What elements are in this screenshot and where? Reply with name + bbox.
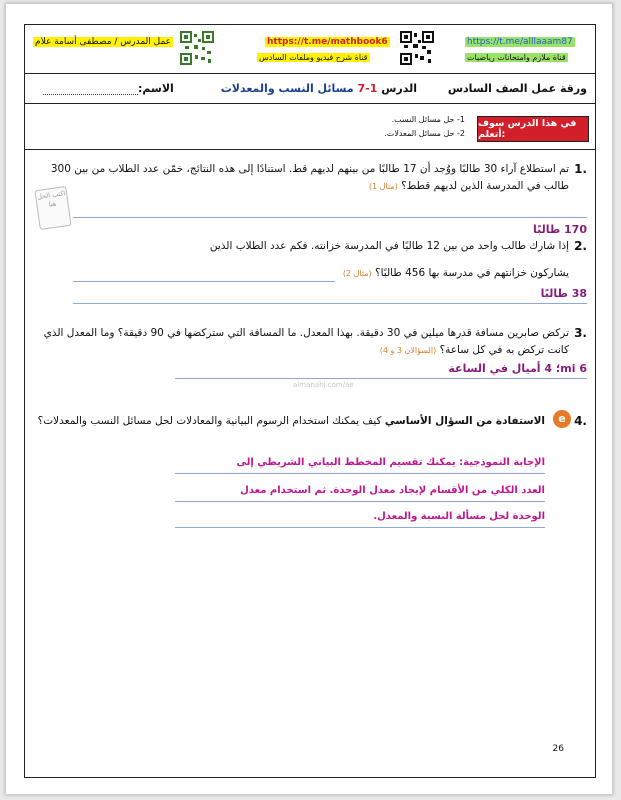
sheet-title: ورقة عمل الصف السادس bbox=[447, 82, 587, 95]
objective-item: 2- حل مسائل المعدلات. bbox=[384, 129, 465, 138]
telegram-link-right[interactable] bbox=[465, 37, 575, 47]
question-text bbox=[33, 413, 587, 430]
answer-line bbox=[73, 217, 587, 218]
link-right-text: https://t.me/alllaaam87 bbox=[467, 37, 573, 47]
qr-code-icon bbox=[180, 31, 214, 65]
telegram-link-center[interactable] bbox=[265, 37, 390, 47]
link-center-text: https://t.me/mathbook6 bbox=[267, 37, 388, 47]
question-text-line1: إذا شارك طالب واحد من بين 12 طالبًا في المدرسة خزانته. فكم عدد الطلاب الذين bbox=[209, 240, 569, 252]
answer-line bbox=[175, 501, 545, 502]
answer-line bbox=[73, 281, 335, 282]
caption-center bbox=[257, 53, 370, 62]
question-text-line2 bbox=[33, 265, 587, 282]
question-number: 4. bbox=[574, 414, 587, 428]
answer-line bbox=[73, 303, 587, 304]
question-2 bbox=[33, 238, 587, 255]
question-2-cont bbox=[33, 265, 587, 282]
divider bbox=[25, 103, 595, 104]
question-4 bbox=[33, 413, 587, 430]
question-3 bbox=[33, 325, 587, 359]
page-number: 26 bbox=[552, 744, 564, 754]
question-number: 2. bbox=[574, 239, 587, 253]
essential-question-icon: e bbox=[553, 410, 571, 428]
example-ref: (السؤالان 3 و 4) bbox=[379, 346, 437, 355]
write-solution-hint-icon: اكتب الحل هنا bbox=[34, 186, 71, 230]
model-answer-line: الوحدة لحل مسألة النسبة والمعدل. bbox=[373, 511, 545, 522]
worksheet-frame bbox=[24, 24, 596, 778]
question-text bbox=[33, 325, 587, 359]
answer-line bbox=[175, 527, 545, 528]
caption-center-text: قناة شرح فيديو وملفات السادس bbox=[259, 53, 368, 62]
name-field[interactable] bbox=[39, 82, 174, 95]
question-lead: الاستفادة من السؤال الأساسي bbox=[384, 415, 545, 427]
name-label: الاسم: bbox=[138, 82, 174, 95]
question-number: 3. bbox=[574, 326, 587, 340]
watermark: almanahj.com/ae bbox=[293, 381, 354, 389]
question-1 bbox=[33, 161, 587, 195]
question-text bbox=[33, 161, 587, 195]
answer-line bbox=[175, 473, 545, 474]
document-page bbox=[5, 3, 613, 795]
teacher-credit-text: عمل المدرس / مصطفى أسامة علام bbox=[35, 37, 172, 47]
answer-line bbox=[175, 378, 587, 379]
example-ref: (مثال 1) bbox=[368, 182, 398, 191]
answer-text: 38 طالبًا bbox=[540, 287, 587, 300]
question-body: تم استطلاع آراء 30 طالبًا ووُجد أن 17 طالبًا من بينهم لديهم قط. استنادًا إلى هذه النتائج، خمّن عدد الطلاب من بين 300 طالب في المدرسة الذين لديهم قطط؟ bbox=[50, 163, 569, 192]
objective-item: 1- حل مسائل النسب. bbox=[391, 115, 465, 124]
lesson-prefix: الدرس bbox=[381, 82, 417, 95]
divider bbox=[25, 149, 595, 150]
answer-text: 170 طالبًا bbox=[532, 223, 587, 236]
qr-code-icon bbox=[400, 31, 434, 65]
teacher-credit bbox=[33, 37, 173, 47]
learning-objectives-badge: في هذا الدرس سوف أتعلم: bbox=[477, 116, 589, 142]
model-answer-line: العدد الكلي من الأقسام لإيجاد معدل الوحدة. ثم استخدام معدل bbox=[240, 485, 545, 496]
caption-right-text: قناة ملازم وامتحانات رياضيات bbox=[467, 53, 566, 62]
name-blank bbox=[43, 84, 138, 95]
lesson-title bbox=[221, 82, 417, 95]
example-ref: (مثال 2) bbox=[342, 269, 372, 278]
question-body: يشاركون خزانتهم في مدرسة بها 456 طالبًا؟ bbox=[375, 267, 569, 279]
model-answer-line: الإجابة النموذجية: يمكنك تقسيم المخطط البياني الشريطي إلى bbox=[236, 457, 545, 468]
caption-right bbox=[465, 53, 568, 62]
question-number: 1. bbox=[574, 162, 587, 176]
lesson-number: 1-7 bbox=[357, 82, 378, 95]
question-body: كيف يمكنك استخدام الرسوم البيانية والمعادلات لحل مسائل النسب والمعدلات؟ bbox=[37, 415, 382, 427]
divider bbox=[25, 73, 595, 74]
answer-text: 6 mi؛ 4 أميال في الساعة bbox=[448, 362, 587, 375]
lesson-name: مسائل النسب والمعدلات bbox=[220, 82, 354, 95]
title-row bbox=[33, 80, 587, 100]
question-body: تركض صابرين مسافة قدرها ميلين في 30 دقيقة. بهذا المعدل. ما المسافة التي ستركضها في 90 دقيقة؟ وما المعدل الذي كانت تركض به في كل ساعة؟ bbox=[43, 327, 569, 356]
